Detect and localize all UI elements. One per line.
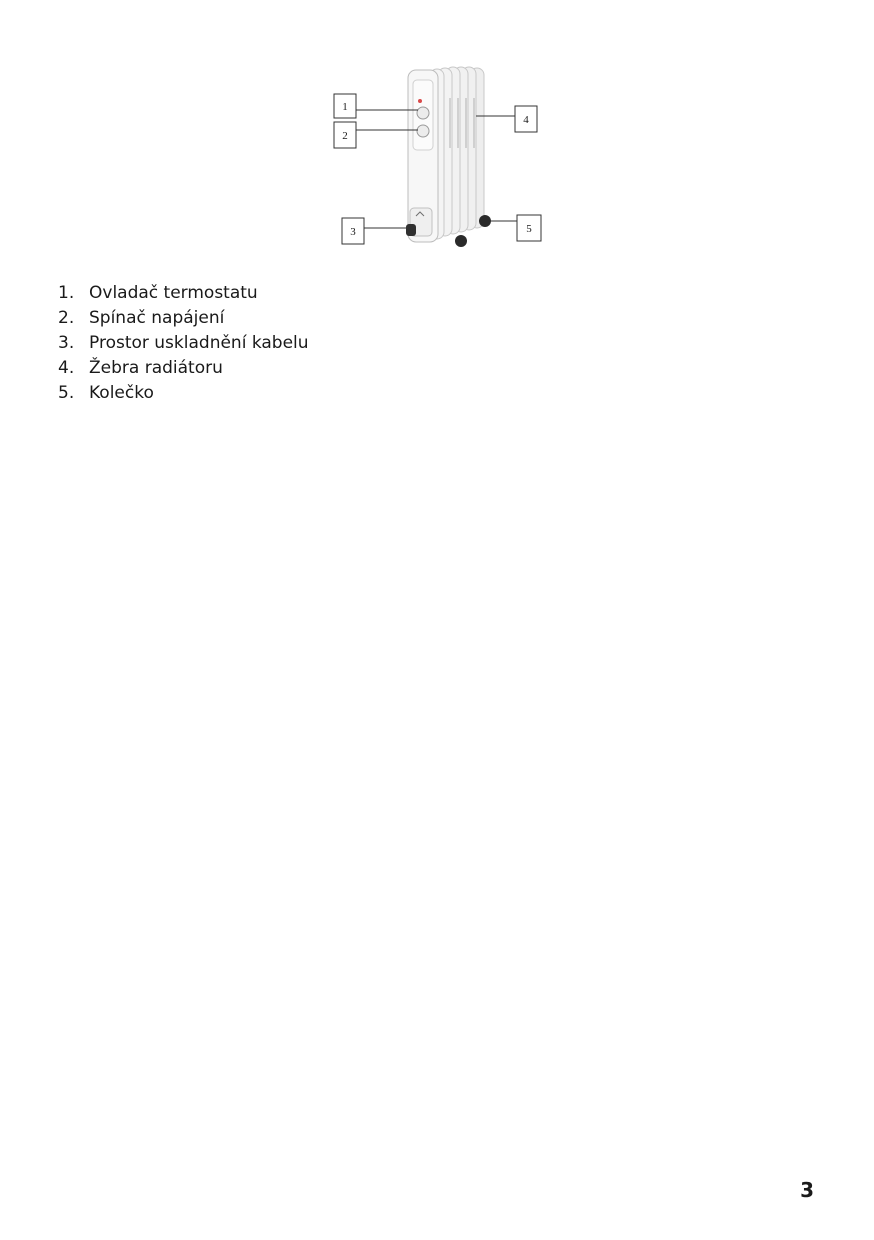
radiator-illustration xyxy=(330,58,545,260)
parts-list-label: Prostor uskladnění kabelu xyxy=(89,333,309,353)
parts-list xyxy=(58,281,309,406)
radiator-figure xyxy=(330,58,545,260)
callout-1 xyxy=(334,94,418,118)
svg-text:2: 2 xyxy=(342,130,348,142)
parts-list-number: 4. xyxy=(58,358,75,378)
parts-list-label: Ovladač termostatu xyxy=(89,283,258,303)
parts-list-item xyxy=(58,331,309,356)
parts-list-number: 1. xyxy=(58,283,75,303)
parts-list-number: 3. xyxy=(58,333,75,353)
parts-list-item xyxy=(58,306,309,331)
parts-list-label: Žebra radiátoru xyxy=(89,358,223,378)
svg-text:3: 3 xyxy=(350,226,356,238)
parts-list-item xyxy=(58,381,309,406)
callout-3 xyxy=(342,218,408,244)
parts-list-number: 2. xyxy=(58,308,75,328)
parts-list-label: Kolečko xyxy=(89,383,154,403)
callout-2 xyxy=(334,122,418,148)
parts-list-label: Spínač napájení xyxy=(89,308,225,328)
radiator-drawing xyxy=(406,67,491,247)
page-number: 3 xyxy=(800,1178,814,1202)
svg-text:5: 5 xyxy=(526,223,532,235)
parts-list-item xyxy=(58,356,309,381)
svg-text:1: 1 xyxy=(342,101,348,113)
parts-list-item xyxy=(58,281,309,306)
svg-text:4: 4 xyxy=(523,114,529,126)
parts-list-number: 5. xyxy=(58,383,75,403)
callout-4 xyxy=(476,106,537,132)
callout-5 xyxy=(490,215,541,241)
